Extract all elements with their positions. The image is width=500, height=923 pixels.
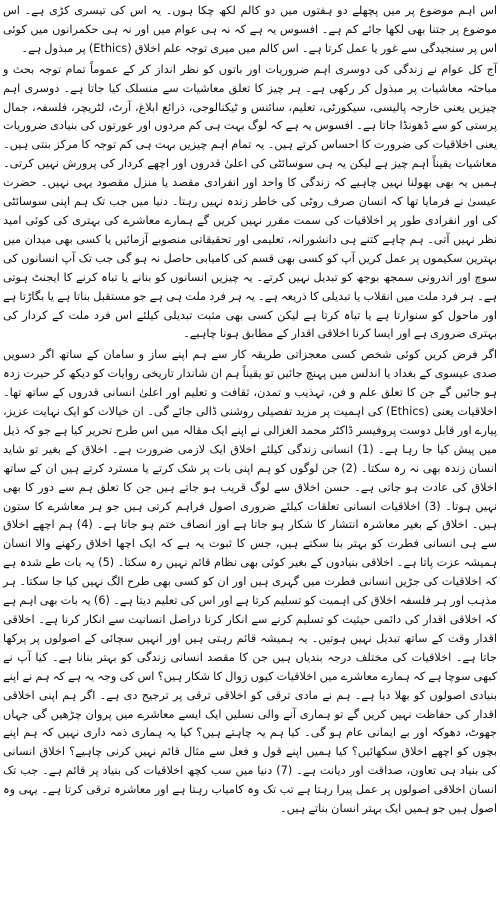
article-paragraph-intro: اس اہم موضوع پر میں پچھلے دو ہفتوں میں دو کالم لکھ چکا ہوں۔ یہ اس کی تیسری کڑی ہے۔ اس موضوع پر جتنا بھی لکھا جائے کم ہے۔ افسوس یہ ہے کہ نہ ہی عوام میں اور نہ ہی حکمرانوں میں کوئی اس پر سنجیدگی سے غور یا عمل کرتا ہے۔ اس کالم میں میری توجہ علم اخلاق (Ethics) پر مبذول ہے۔ xyxy=(3,4,497,55)
article-paragraph-body: آج کل عوام نے زندگی کی دوسری اہم ضروریات اور باتوں کو نظر انداز کر کے عموماً تمام توجہ بحث و مباحثہ معاشیات پر مبذول کر رکھی ہے۔ ہر چیز کا تعلق معاشیات سے منسلک کیا جاتا ہے۔ دوسری اہم چیزیں یعنی خارجہ پالیسی، سیکورٹی، تعلیم، سائنس و ٹیکنالوجی، ذرائع ابلاغ، آرٹ، لٹریچر، فلسفہ، جمال پرستی کو سے ڈھونڈا جاتا ہے۔ افسوس یہ ہے کہ لوگ بہت ہی کم مردوں اور عورتوں کی بنیادی ضروریات یعنی اخلاقیات کی ضرورت کا احساس کرتے ہیں۔ یہ تمام اہم چیزیں بہت ہی کم توجہ کا مرکز بنتی ہیں۔ معاشیات یقیناً اہم چیز ہے لیکن یہ ہی سوسائٹی کی اعلیٰ قدروں اور اچھے کردار کی پرورش نہیں کرتی۔ ہمیں یہ بھی بھولنا نہیں چاہیے کہ زندگی کا واحد اور انفرادی مقصد یا منزل مقصود یہی نہیں۔ حضرت عیسیٰ نے فرمایا تھا کہ انسان صرف روٹی کی خاطر زندہ نہیں رہتا۔ دنیا میں جب تک ہم اپنی سوسائٹی کی اور انفرادی طور پر اخلاقیات کی سمت مقرر نہیں کریں گے ہمارے معاشرے کی بہتری کی کوئی امید نظر نہیں آتی۔ ہم چاہے کتنے ہی دانشورانہ، تعلیمی اور تحقیقاتی منصوبے آزمائیں یا کسی بھی میدان میں بہترین سکیموں پر عمل کریں آپ کو کسی بھی قسم کی کامیابی حاصل نہ ہو گی جب تک آپ انسانوں کی سوچ اور اندرونی سمجھ بوجھ کو تبدیل نہیں کرتے۔ یہ چیزیں انسانوں کو بنانے یا تباہ کرنے کا ایجنٹ ہوتی ہے۔ ہر فرد ملت میں انقلاب یا تبدیلی کا ذریعہ ہے۔ یہ ہر فرد ملت ہی ہے جو مستقبل بناتا ہے یا بگاڑتا ہے اور ماحول کو سنوارتا ہے یا تباہ کرتا ہے لیکن کسی بھی مثبت تبدیلی کیلئے اس فرد ملت کے کردار کی بہتری ضروری ہے اور ایسا کرنا اخلاقی اقدار کے مطابق ہونا چاہیے۔ xyxy=(3,62,497,341)
article-paragraph-ethics-points: اگر فرض کریں کوئی شخص کسی معجزاتی طریقہ کار سے ہم اپنے ساز و سامان کے ساتھ اگر دسویں صدی عیسوی کے بغداد یا اندلس میں پہنچ جائیں تو یقیناً ہم ان شاندار تاریخی روایات کو دیکھ کر حیرت زدہ ہو جائیں گے جن کا تعلق علم و فن، تہذیب و تمدن، ثقافت و تعلیم اور اعلیٰ انسانی قدروں کے ساتھ تھا۔ اخلاقیات یعنی (Ethics) کی اہمیت پر مزید تفصیلی روشنی ڈالی جائے گی۔ ان خیالات کو ایک نہایت عزیز، پیارے اور قابل دوست پروفیسر ڈاکٹر محمد الغزالی نے اپنے ایک مقالہ میں اس طرح تحریر کیا ہے جو کہ ذیل میں پیش کیا جا رہا ہے۔ (1) انسانی زندگی کیلئے اخلاق ایک لازمی ضرورت ہے۔ اخلاق کے بغیر تو شاید انسان زندہ بھی نہ رہ سکتا۔ (2) جن لوگوں کو ہم اپنی بات پر شک کرتے یا مسترد کرتے ہیں ان کے ساتھ اخلاق کی عادت ہو جاتی ہے۔ حسن اخلاق سے لوگ قریب ہو جاتے ہیں جن کا تعلق ہم سے دور کا بھی نہیں ہوتا۔ (3) اخلاقیات انسانی تعلقات کیلئے ضروری اصول فراہم کرتی ہیں جو ہر معاشرے کا ستون ہیں۔ اخلاق کے بغیر معاشرہ انتشار کا شکار ہو جاتا ہے اور انصاف ختم ہو جاتا ہے۔ (4) ہم اچھے اخلاق سے ہی انسانی فطرت کو بہتر بنا سکتے ہیں، جس کا ثبوت یہ ہے کہ ایک اچھا اخلاق رکھنے والا انسان ہمیشہ عزت پاتا ہے۔ اخلاقی بنیادوں کے بغیر کوئی بھی نظام قائم نہیں رہ سکتا۔ (5) یہ بات طے شدہ ہے کہ اخلاقیات کی جڑیں انسانی فطرت میں گہری ہیں اور ان کو کسی بھی طرح الگ نہیں کیا جا سکتا۔ ہر مذہب اور ہر فلسفہ اخلاق کی اہمیت کو تسلیم کرتا ہے اور اس کی تعلیم دیتا ہے۔ (6) یہ بات بھی اہم ہے کہ اخلاقی اقدار کی دائمی حیثیت کو تسلیم کرنے سے انکار کرنا دراصل انسانیت سے انکار کرنا ہے۔ اخلاقی اقدار وقت کے ساتھ تبدیل نہیں ہوتیں۔ یہ ہمیشہ قائم رہتی ہیں اور انہیں سچائی کے اصولوں پر پرکھا جاتا ہے۔ اخلاقیات کی مختلف درجہ بندیاں ہیں جن کا مقصد انسانی زندگی کو بہتر بنانا ہے۔ کیا آپ نے کبھی سوچا ہے کہ ہمارے معاشرے میں اخلاقیات کیوں زوال کا شکار ہیں؟ اس کی وجہ یہ ہے کہ ہم نے اپنے بنیادی اصولوں کو بھلا دیا ہے۔ ہم نے مادی ترقی کو اخلاقی ترقی پر ترجیح دی ہے۔ اگر ہم اپنی اخلاقی اقدار کی حفاظت نہیں کریں گے تو ہماری آنے والی نسلیں ایک ایسے معاشرے میں پروان چڑھیں گی جہاں جھوٹ، دھوکہ اور بے ایمانی عام ہو گی۔ کیا ہم یہ چاہتے ہیں؟ کیا یہ ہماری ذمہ داری نہیں کہ ہم اپنے بچوں کو اچھے اخلاق سکھائیں؟ کیا ہمیں اپنے قول و فعل سے مثال قائم نہیں کرنی چاہیے؟ اخلاق انسانی کی بنیاد ہی تعاون، صداقت اور دیانت ہے۔ (7) دنیا میں سب کچھ اخلاقیات کی بنیاد پر قائم ہے۔ جب تک انسان اخلاقی اصولوں پر عمل پیرا رہتا ہے تب تک وہ کامیاب رہتا ہے اور معاشرہ ترقی کرتا ہے۔ یہی وہ اصول ہیں جو ہمیں ایک بہتر انسان بناتے ہیں۔ xyxy=(3,348,498,816)
